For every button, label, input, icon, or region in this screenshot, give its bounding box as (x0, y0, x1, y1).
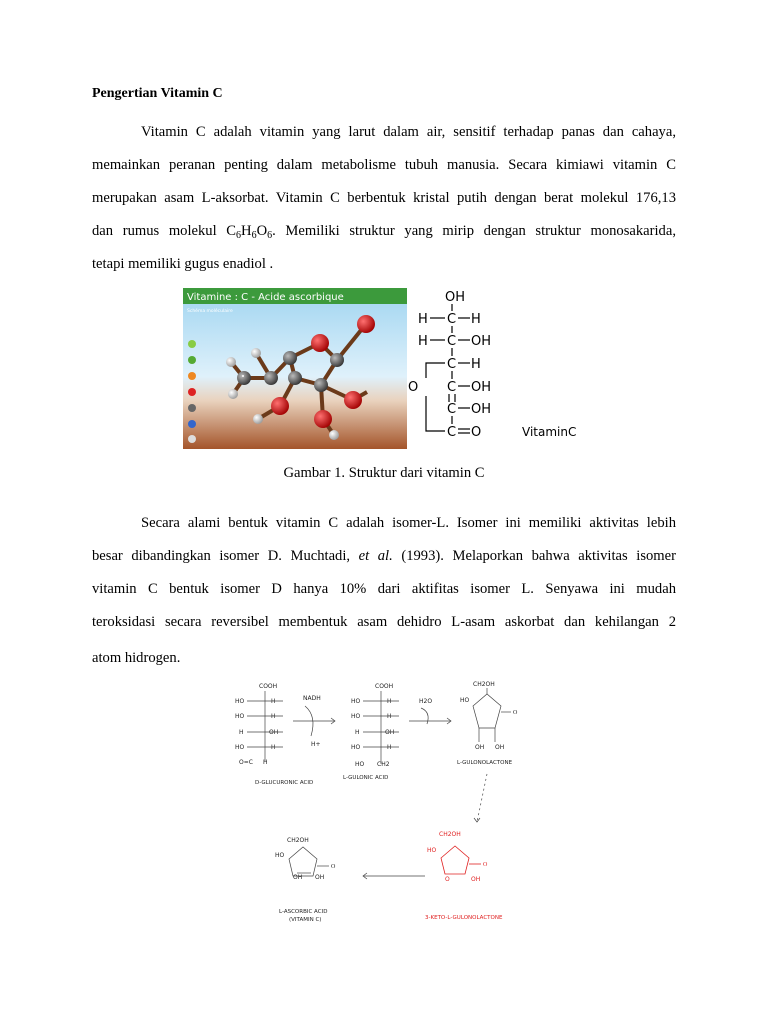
para1-line5: tetapi memiliki gugus enadiol . (92, 256, 274, 272)
svg-text:HO: HO (235, 713, 245, 720)
svg-text:OH: OH (495, 744, 505, 751)
svg-text:OH: OH (471, 876, 481, 883)
svg-text:HO: HO (235, 744, 245, 751)
svg-text:H: H (471, 312, 481, 327)
svg-text:H: H (239, 729, 244, 736)
svg-text:H: H (418, 334, 428, 349)
label-l-gulonolactone: L-GULONOLACTONE (457, 760, 513, 766)
figure1-caption: Gambar 1. Struktur dari vitamin C (283, 465, 485, 481)
section-heading: Pengertian Vitamin C (92, 86, 223, 101)
svg-text:HO: HO (351, 744, 361, 751)
svg-text:OH: OH (475, 744, 485, 751)
svg-text:OH: OH (471, 334, 492, 349)
svg-text:OH: OH (471, 402, 492, 417)
para1-line3: merupakan asam L-aksorbat. Vitamin C berbentuk kristal putih dengan berat molekul 176,13 (92, 190, 676, 206)
para2-line2: besar dibandingkan isomer D. Muchtadi, et al. (1993). Melaporkan bahwa aktivitas isomer (92, 548, 677, 564)
banner-subtitle: Schéma moléculaire (187, 309, 233, 314)
svg-text:HO: HO (235, 698, 245, 705)
svg-text:C: C (447, 380, 457, 395)
svg-text:CH2OH: CH2OH (473, 681, 495, 688)
svg-text:O: O (471, 425, 482, 440)
svg-text:O: O (408, 380, 419, 395)
para2-line4: teroksidasi secara reversibel membentuk asam dehidro L-asam askorbat dan kehilangan 2 (92, 614, 676, 630)
reagent-nadh: NADH (303, 695, 321, 702)
svg-text:OH: OH (445, 290, 466, 305)
label-d-glucuronic: D-GLUCURONIC ACID (255, 780, 314, 786)
svg-text:HO: HO (460, 697, 470, 704)
para2-line3: vitamin C bentuk isomer D hanya 10% dari aktifitas isomer L. Senyawa ini mudah (92, 581, 676, 597)
vitamin-c-label: VitaminC (522, 425, 577, 439)
svg-text:CH2OH: CH2OH (439, 831, 461, 838)
svg-text:HO: HO (355, 761, 365, 768)
svg-text:OH: OH (315, 874, 325, 881)
svg-text:H: H (271, 713, 276, 720)
svg-text:HO: HO (427, 847, 437, 854)
svg-text:HO: HO (351, 713, 361, 720)
svg-text:HO: HO (351, 698, 361, 705)
svg-text:O: O (483, 862, 488, 868)
svg-text:OH: OH (471, 380, 492, 395)
svg-text:OH: OH (385, 729, 395, 736)
para2-line1: Secara alami bentuk vitamin C adalah isomer-L. Isomer ini memiliki aktivitas lebih (141, 515, 676, 531)
svg-text:H: H (471, 357, 481, 372)
svg-text:C: C (447, 357, 457, 372)
vitamin-c-structural-formula (408, 286, 593, 446)
biosynthesis-pathway-diagram (225, 676, 555, 924)
svg-text:OH: OH (293, 874, 303, 881)
label-l-gulonic: L-GULONIC ACID (343, 775, 389, 781)
svg-text:O: O (331, 864, 336, 870)
para1-line2: memainkan peranan penting dalam metabolisme tubuh manusia. Secara kimiawi vitamin C (92, 157, 676, 173)
reagent-h2o: H2O (419, 698, 433, 705)
svg-text:O=C: O=C (239, 759, 253, 766)
svg-text:H: H (355, 729, 360, 736)
svg-text:COOH: COOH (259, 683, 278, 690)
svg-text:C: C (447, 334, 457, 349)
label-3-keto: 3-KETO-L-GULONOLACTONE (425, 915, 503, 921)
svg-text:H: H (263, 759, 268, 766)
banner-title: Vitamine : C - Acide ascorbique (187, 292, 344, 303)
svg-text:C: C (447, 312, 457, 327)
svg-text:C: C (447, 402, 457, 417)
para1-line4: dan rumus molekul $C_6H_6O_6$. Memiliki struktur yang mirip dengan struktur monosakarida, (92, 223, 676, 241)
molecule-3d-model (183, 288, 407, 449)
svg-text:CH2: CH2 (377, 761, 390, 768)
svg-text:O: O (445, 876, 450, 883)
label-l-ascorbic: L-ASCORBIC ACID (279, 909, 328, 915)
svg-text:H: H (271, 744, 276, 751)
svg-text:O: O (513, 710, 518, 716)
para1-line1: Vitamin C adalah vitamin yang larut dalam air, sensitif terhadap panas dan cahaya, (141, 124, 676, 140)
para2-line5: atom hidrogen. (92, 650, 181, 666)
svg-text:COOH: COOH (375, 683, 394, 690)
svg-text:HO: HO (275, 852, 285, 859)
reagent-h-plus: H+ (311, 741, 321, 748)
label-vitamin-c: (VITAMIN C) (289, 917, 322, 923)
svg-text:C: C (447, 425, 457, 440)
svg-text:CH2OH: CH2OH (287, 837, 309, 844)
svg-text:H: H (387, 744, 392, 751)
svg-text:OH: OH (269, 729, 279, 736)
svg-text:H: H (387, 698, 392, 705)
svg-text:H: H (387, 713, 392, 720)
svg-text:H: H (271, 698, 276, 705)
svg-text:H: H (418, 312, 428, 327)
